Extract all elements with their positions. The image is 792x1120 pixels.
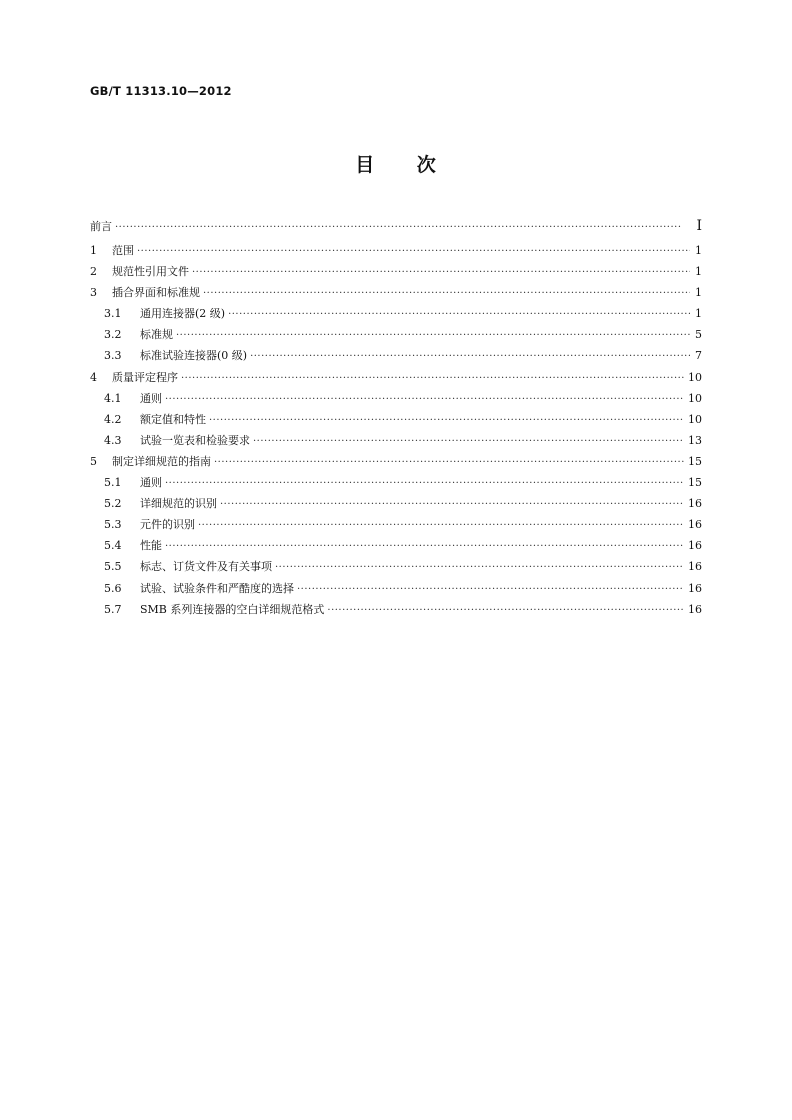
toc-entry-5-5[interactable] <box>90 556 702 577</box>
toc-entry-3-1[interactable] <box>90 303 702 324</box>
toc-entry-5-6[interactable] <box>90 578 702 599</box>
toc-dot-leader <box>275 557 684 578</box>
toc-entry-number: 5.4 <box>104 539 122 553</box>
toc-entry-text: 规范性引用文件 <box>112 265 189 279</box>
toc-entry-preface[interactable] <box>90 214 702 240</box>
toc-page-number: 1 <box>695 307 702 321</box>
toc-entry-number: 1 <box>90 244 97 257</box>
toc-page-number: 15 <box>688 454 702 468</box>
toc-dot-leader <box>228 304 690 325</box>
toc-entry-text: 标准规 <box>140 328 173 342</box>
standard-number: GB/T 11313.10—2012 <box>90 84 232 98</box>
toc-entry-5-1[interactable] <box>90 472 702 493</box>
toc-entry-number: 4.2 <box>104 412 122 426</box>
toc-entry-number: 5.6 <box>104 581 122 595</box>
toc-page-number: 1 <box>695 286 702 300</box>
toc-entry-number: 4 <box>90 370 97 384</box>
toc-page-number: 16 <box>688 518 702 532</box>
toc-dot-leader <box>250 346 690 367</box>
toc-page-number: 16 <box>688 581 702 595</box>
toc-page-number: 10 <box>688 412 702 426</box>
toc-entry-3-2[interactable] <box>90 324 702 345</box>
toc-entry-number: 5.2 <box>104 497 122 511</box>
toc-dot-leader <box>220 494 684 515</box>
toc-entry-text: 试验、试验条件和严酷度的选择 <box>140 581 294 595</box>
toc-page-number: 1 <box>695 265 702 279</box>
toc-page-number: 1 <box>695 244 702 257</box>
toc-entry-text: 性能 <box>140 539 162 553</box>
toc-entry-4-2[interactable] <box>90 409 702 430</box>
toc-page-number: 16 <box>688 497 702 511</box>
toc-dot-leader <box>253 431 684 452</box>
toc-dot-leader <box>165 473 684 494</box>
toc-entry-number: 5.7 <box>104 602 122 616</box>
toc-dot-leader <box>297 579 684 600</box>
toc-entry-text: 通则 <box>140 476 162 490</box>
toc-entry-text: 制定详细规范的指南 <box>112 454 211 468</box>
toc-entry-text: 插合界面和标准规 <box>112 286 200 300</box>
toc-entry-5-2[interactable] <box>90 493 702 514</box>
toc-entry-text: 质量评定程序 <box>112 370 178 384</box>
toc-page-number: 13 <box>688 433 702 447</box>
toc-entry-number: 3.3 <box>104 349 122 363</box>
toc-dot-leader <box>192 262 690 283</box>
toc-dot-leader <box>327 600 684 621</box>
toc-entry-text: 标准试验连接器(0 级) <box>140 349 248 363</box>
toc-entry-4-3[interactable] <box>90 430 702 451</box>
toc-entry-text: SMB 系列连接器的空白详细规范格式 <box>140 602 325 616</box>
toc-page-number: I <box>696 218 702 234</box>
toc-entry-5[interactable] <box>90 451 702 472</box>
toc-entry-text: 标志、订货文件及有关事项 <box>140 560 272 574</box>
toc-dot-leader <box>209 410 684 431</box>
toc-entry-text: 通用连接器(2 级) <box>140 307 226 321</box>
toc-page-number: 7 <box>695 349 702 363</box>
toc-dot-leader <box>165 389 684 410</box>
toc-entry-1[interactable] <box>90 240 702 261</box>
table-of-contents <box>90 214 702 620</box>
toc-entry-2[interactable] <box>90 261 702 282</box>
toc-entry-text: 元件的识别 <box>140 518 195 532</box>
toc-entry-text: 前言 <box>90 220 112 233</box>
toc-page-number: 10 <box>688 391 702 405</box>
toc-entry-5-3[interactable] <box>90 514 702 535</box>
toc-dot-leader <box>181 368 684 389</box>
toc-entry-text: 范围 <box>112 244 134 257</box>
toc-page-number: 15 <box>688 476 702 490</box>
toc-entry-text: 通则 <box>140 391 162 405</box>
toc-entry-4-1[interactable] <box>90 388 702 409</box>
toc-entry-text: 详细规范的识别 <box>140 497 217 511</box>
toc-entry-5-4[interactable] <box>90 535 702 556</box>
toc-dot-leader <box>115 216 690 240</box>
toc-entry-number: 5 <box>90 454 97 468</box>
toc-entry-4[interactable] <box>90 367 702 388</box>
toc-page-number: 10 <box>688 370 702 384</box>
toc-entry-number: 5.5 <box>104 560 122 574</box>
toc-entry-number: 3 <box>90 286 97 300</box>
toc-page-number: 5 <box>695 328 702 342</box>
toc-entry-number: 2 <box>90 265 97 279</box>
toc-entry-text: 试验一览表和检验要求 <box>140 433 250 447</box>
toc-page-number: 16 <box>688 539 702 553</box>
toc-page-number: 16 <box>688 560 702 574</box>
toc-page-number: 16 <box>688 602 702 616</box>
toc-entry-text: 额定值和特性 <box>140 412 206 426</box>
page-title: 目 次 <box>355 154 437 176</box>
toc-entry-3-3[interactable] <box>90 345 702 366</box>
toc-entry-number: 5.3 <box>104 518 122 532</box>
toc-dot-leader <box>165 536 684 557</box>
toc-entry-number: 3.2 <box>104 328 122 342</box>
toc-dot-leader <box>137 241 690 262</box>
toc-entry-number: 3.1 <box>104 307 122 321</box>
toc-entry-3[interactable] <box>90 282 702 303</box>
toc-entry-number: 4.3 <box>104 433 122 447</box>
toc-dot-leader <box>214 452 684 473</box>
toc-entry-number: 5.1 <box>104 476 122 490</box>
toc-dot-leader <box>203 283 690 304</box>
toc-entry-5-7[interactable] <box>90 599 702 620</box>
toc-dot-leader <box>176 325 690 346</box>
toc-dot-leader <box>198 515 684 536</box>
toc-entry-number: 4.1 <box>104 391 122 405</box>
